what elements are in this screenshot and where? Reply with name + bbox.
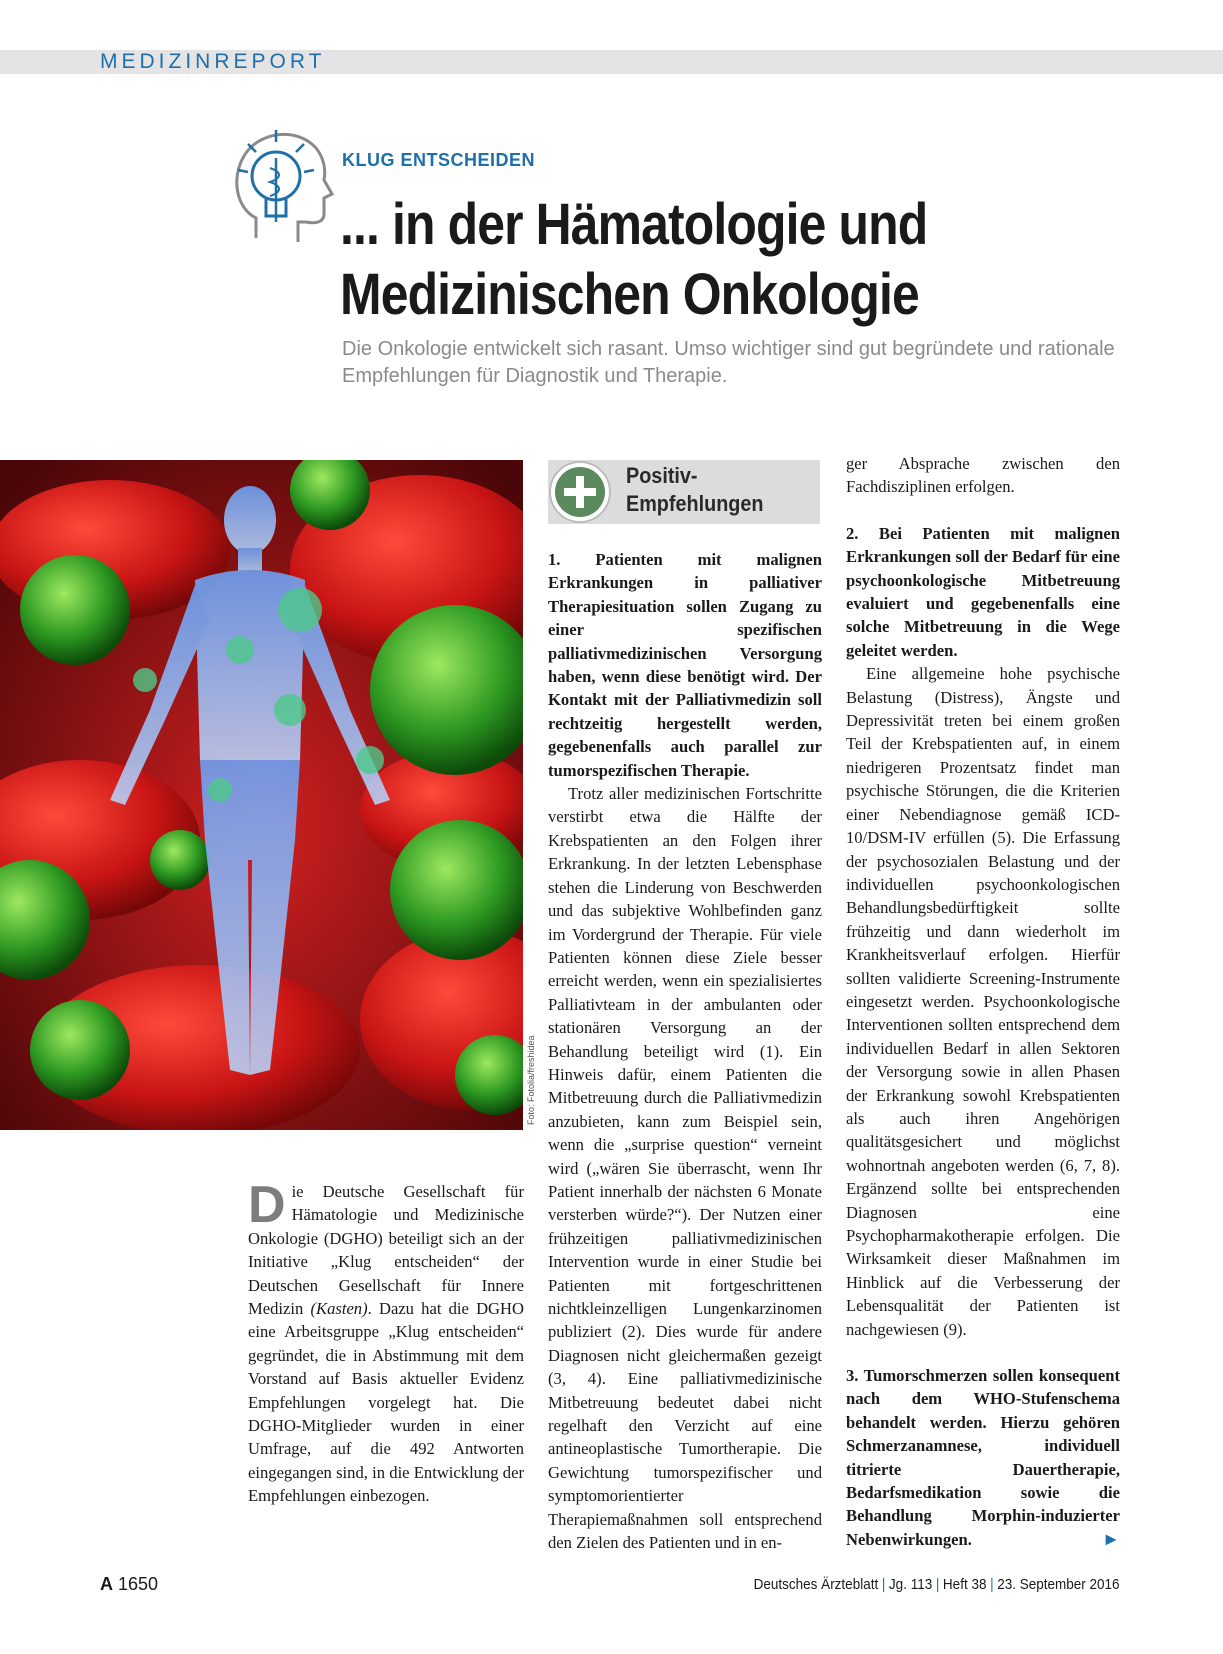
paragraph-palliative: Trotz aller medizinischen Fortschritte verstirbt etwa die Hälfte der Krebspatienten an den Folgen ihrer Erkrankung. In der letzten Lebensphase stehen die Linderung von Beschwerden und das subjektive Wohlbefinden ganz im Vordergrund der Therapie. Für viele Patienten können diese Ziele besser erreicht werden, wenn ein spezialisiertes Palliativteam in der ambulanten oder stationären Versorgung an der Behandlung beteiligt wird (1). Ein Hinweis dafür, einem Patienten die Mitbetreuung durch die Palliativmedizin anzubieten, kann zum Beispiel sein, wenn die „surprise question“ verneint wird („wären Sie überrascht, wenn Ihr Patient innerhalb der nächsten 6 Monate versterben würde?“). Der Nutzen einer frühzeitigen palliativmedizinischen Intervention wurde in einer Studie bei Patienten mit fortgeschrittenen nichtkleinzelligen Lungenkarzinomen publiziert (2). Dies wurde für andere Diagnosen nicht gleichermaßen gezeigt (3, 4). Eine palliativmedizinische Mitbetreuung bedeutet dabei nicht regelhaft den Verzicht auf eine antineoplastische Tumortherapie. Die Gewichtung tumorspezifischer und symptomorientierter Therapiemaßnahmen soll entsprechend den Zielen des Patienten und in en-: [548, 784, 822, 1553]
human-body-cancer-cells-image: [0, 460, 523, 1130]
intro-column: [248, 1176, 524, 1508]
journal-info: Deutsches Ärzteblatt | Jg. 113 | Heft 38 | 23. September 2016: [754, 1576, 1120, 1593]
paragraph-psychooncology: Eine allgemeine hohe psychische Belastung (Distress), Ängste und Depressivität treten bei einem großen Teil der Krebspatienten auf, in einem niedrigeren Prozentsatz findet man psychische Störungen, die die Kriterien einer Nebendiagnose gemäß ICD-10/DSM-IV erfüllen (5). Die Erfassung der psychosozialen Belastung und der individuellen psychoonkologischen Behandlungsbedürftigkeit sollte frühzeitig und dann wiederholt im Krankheitsverlauf erfolgen. Hierfür sollten validierte Screening-Instrumente eingesetzt werden. Psychoonkologische Interventionen sollten entsprechend dem individuellen Bedarf in allen Sektoren der Versorgung sowie in allen Phasen der Erkrankung sowohl Krebspatienten als auch ihren Angehörigen qualitätsgesichert und möglichst wohnortnah angeboten werden (6, 7, 8). Ergänzend sollte bei entsprechenden Diagnosen eine Psychopharmakotherapie erfolgen. Die Wirksamkeit dieser Maßnahmen im Hinblick auf die Verbesserung der Lebensqualität der Patienten ist nachgewiesen (9).: [846, 664, 1120, 1339]
paragraph-continued: ger Absprache zwischen den Fachdisziplinen erfolgen.: [846, 454, 1120, 497]
article-kicker: KLUG ENTSCHEIDEN: [342, 150, 536, 170]
section-label: MEDIZINREPORT: [100, 50, 326, 73]
intro-text-a: ie Deutsche Gesellschaft für Hämatologie und Medizinische Onkologie (DGHO) beteiligt sich an der Initiative „Klug entscheiden“ der Deutschen Gesellschaft für Innere Medizin: [248, 1182, 524, 1319]
column-3: [846, 452, 1120, 1551]
column-2: [548, 548, 822, 1554]
intro-text-b: . Dazu hat die DGHO eine Arbeitsgruppe „Klug entscheiden“ gegründet, die in Abstimmung mit dem Vorstand auf Basis aktueller Evidenz Empfehlungen vorgelegt hat. Die DGHO-Mitglieder wurden in einer Umfrage, auf die 492 Antworten eingegangen sind, in die Entwicklung der Empfehlungen einbezogen.: [248, 1299, 524, 1506]
article-subtitle: Die Onkologie entwickelt sich rasant. Umso wichtiger sind gut begründete und rationale Empfehlungen für Diagnostik und Therapie.: [342, 338, 1115, 387]
recommendations-box-title: Positiv- Empfehlungen: [626, 463, 764, 516]
article-title: ... in der Hämatologie und Medizinischen Onkologie: [340, 192, 928, 327]
recommendation-2: 2. Bei Patienten mit malignen Erkrankungen soll der Bedarf für eine psychoonkologische Mitbetreuung evaluiert und gegebenenfalls eine solche Mitbetreuung in die Wege geleitet werden.: [846, 523, 1120, 660]
continue-arrow-icon: ►: [1102, 1528, 1120, 1549]
page-number: A 1650: [100, 1574, 159, 1594]
plus-icon: [548, 460, 612, 524]
intro-emphasis: (Kasten): [310, 1299, 368, 1319]
drop-cap: D: [248, 1176, 286, 1234]
recommendation-1: 1. Patienten mit malignen Erkrankungen in palliativer Therapiesituation sollen Zugang zu einer spezifischen palliativmedizinischen Versorgung haben, wenn diese benötigt wird. Der Kontakt mit der Palliativmedizin soll rechtzeitig hergestellt werden, gegebenenfalls auch parallel zur tumorspezifischen Therapie.: [548, 550, 822, 780]
recommendation-3: 3. Tumorschmerzen sollen konsequent nach dem WHO-Stufenschema behandelt werden. Hierzu gehören Schmerzanamnese, individuell titrierte Dauertherapie, Bedarfsmedikation sowie die Behandlung Morphin-induzierter Nebenwirkungen. ►: [846, 1364, 1120, 1551]
head-lightbulb-icon: [226, 118, 336, 258]
photo-credit: Foto: Fotolia/freshidea: [526, 1035, 536, 1125]
